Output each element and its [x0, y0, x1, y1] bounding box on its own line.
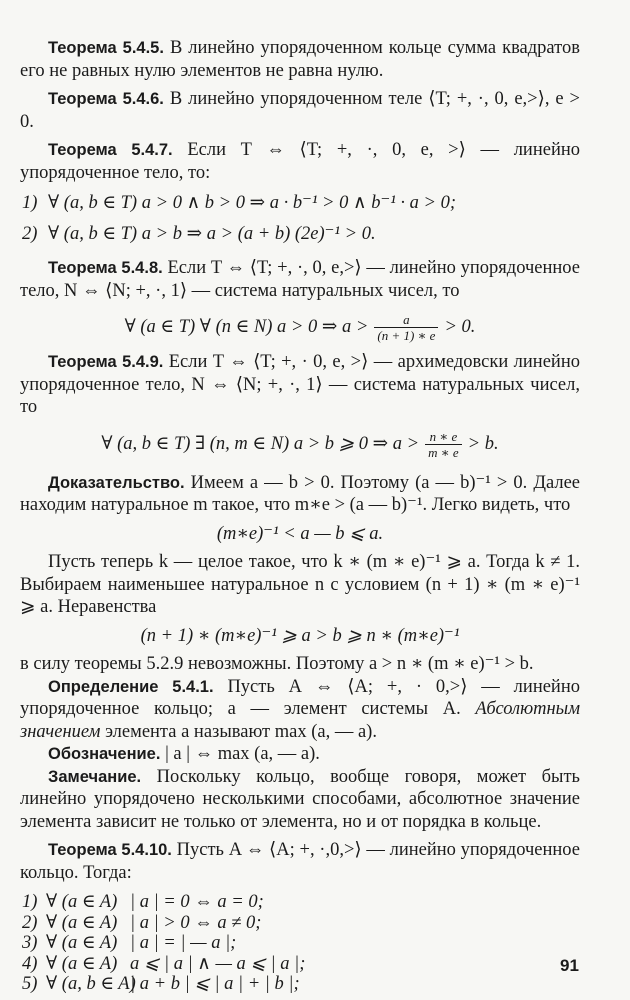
item-quantifier: ∀ (a, b ∈ A): [46, 974, 136, 994]
formula-right: > b.: [467, 433, 499, 454]
theorem-text: Если T ⇔ ⟨T; +, · 0, e, >⟩ — архимедовски линейно упорядоченное тело, N ⇔ ⟨N; +, ·, 1⟩ — система натуральных чисел, то: [20, 352, 580, 417]
theorem-5-4-5: [20, 37, 580, 82]
definition-text: элемента a называют max (a, — a).: [100, 721, 377, 742]
item-formula: ∀ (a, b ∈ T) a > 0 ∧ b > 0 ⇒ a · b⁻¹ > 0 ∧ b⁻¹ · a > 0;: [48, 193, 457, 213]
formula-right: > 0.: [444, 317, 476, 338]
fraction: [374, 312, 438, 343]
item-quantifier: ∀ (a ∈ A): [46, 912, 118, 933]
theorem-heading: Теорема 5.4.7.: [48, 141, 173, 159]
theorem-heading: Теорема 5.4.5.: [48, 39, 164, 57]
list-item: [22, 913, 580, 934]
display-formula: (m∗e)⁻¹ < a — b ⩽ a.: [216, 523, 384, 544]
formula-left: ∀ (a, b ∈ T) ∃ (n, m ∈ N) a > b ⩾ 0 ⇒ a >: [101, 433, 420, 454]
theorem-text: В линейно упорядоченном теле ⟨T; +, ·, 0, e,>⟩, e > 0.: [20, 89, 580, 132]
item-number: 5): [22, 974, 38, 994]
fraction-denominator: m ∗ e: [425, 444, 462, 460]
proof-heading: Доказательство.: [48, 473, 185, 492]
proof-paragraph: [20, 472, 580, 517]
remark-text: Поскольку кольцо, вообще говоря, может быть линейно упорядочено несколькими способами, абсолютное значение элемента зависит не только от элемента, но и от порядка в кольце.: [20, 766, 580, 832]
item-quantifier: ∀ (a ∈ A): [46, 892, 118, 912]
list-item: [22, 933, 580, 954]
item-formula: | a | = 0 ⇔ a = 0;: [130, 892, 264, 912]
definition-heading: Определение 5.4.1.: [48, 677, 214, 696]
theorem-5-4-6: [20, 88, 580, 133]
display-formula: [20, 312, 580, 343]
theorem-heading: Теорема 5.4.10.: [48, 841, 172, 859]
item-formula: | a | > 0 ⇔ a ≠ 0;: [130, 912, 262, 933]
item-formula: ∀ (a, b ∈ T) a > b ⇒ a > (a + b) (2e)⁻¹ > 0.: [48, 223, 376, 244]
theorem-text: Если T ⇔ ⟨T; +, ·, 0, e,>⟩ — линейно упорядоченное тело, N ⇔ ⟨N; +, ·, 1⟩ — система натуральных чисел, то: [20, 258, 580, 301]
item-quantifier: ∀ (a ∈ A): [46, 933, 118, 953]
definition-5-4-1: [20, 676, 580, 744]
theorem-heading: Теорема 5.4.9.: [48, 353, 164, 371]
formula-item: [20, 192, 580, 215]
fraction-numerator: n ∗ e: [429, 428, 458, 444]
notation: [20, 743, 580, 766]
list-item: [22, 892, 580, 913]
fraction: [425, 429, 462, 460]
notation-text: | a | ⇔ max (a, — a).: [160, 744, 320, 764]
proof-text: Имеем a — b > 0. Поэтому (a — b)⁻¹ > 0. Далее находим натуральное m такое, что m∗e > (a — b)⁻¹. Легко видеть, что: [20, 472, 580, 515]
formula-left: ∀ (a ∈ T) ∀ (n ∈ N) a > 0 ⇒ a >: [124, 317, 369, 338]
theorem-text: Пусть A ⇔ ⟨A; +, ·,0,>⟩ — линейно упорядоченное кольцо. Тогда:: [20, 840, 580, 883]
page-content: [20, 37, 580, 995]
theorem-heading: Теорема 5.4.6.: [48, 90, 164, 108]
fraction-denominator: (n + 1) ∗ e: [374, 327, 438, 343]
remark: [20, 766, 580, 834]
theorem-5-4-7: [20, 139, 580, 184]
theorem-heading: Теорема 5.4.8.: [48, 259, 163, 277]
item-number: 2): [22, 223, 38, 244]
fraction-numerator: a: [403, 312, 410, 327]
notation-heading: Обозначение.: [48, 745, 161, 763]
item-formula: | a + b | ⩽ | a | + | b |;: [130, 974, 300, 994]
item-number: 4): [22, 953, 38, 974]
item-formula: a ⩽ | a | ∧ — a ⩽ | a |;: [130, 953, 306, 974]
item-number: 2): [22, 912, 38, 933]
display-formula: [20, 429, 580, 460]
theorem-text: В линейно упорядоченном кольце сумма квадратов его не равных нулю элементов не равна нулю.: [20, 38, 580, 81]
theorem-text: Если T ⇔ ⟨T; +, ·, 0, e, >⟩ — линейно упорядоченное тело, то:: [20, 140, 580, 183]
page-number: 91: [560, 956, 579, 975]
item-number: 1): [22, 892, 38, 912]
item-formula: | a | = | — a |;: [130, 933, 237, 953]
definition-term: Абсолютным значением: [20, 699, 580, 742]
property-list: [20, 892, 580, 995]
theorem-5-4-9: [20, 351, 580, 419]
list-item: [22, 954, 580, 975]
proof-paragraph: Пусть теперь k — целое такое, что k ∗ (m ∗ e)⁻¹ ⩾ a. Тогда k ≠ 1. Выбираем наименьшее натуральное n с условием (n + 1) ∗ (m ∗ e)⁻¹ ⩾ a. Неравенства: [20, 552, 580, 617]
list-item: [22, 974, 580, 995]
theorem-5-4-10: [20, 839, 580, 884]
display-formula: (n + 1) ∗ (m∗e)⁻¹ ⩾ a > b ⩾ n ∗ (m∗e)⁻¹: [140, 625, 460, 646]
definition-text: Пусть A ⇔ ⟨A; +, · 0,>⟩ — линейно упорядоченное кольцо; a — элемент системы A.: [20, 676, 580, 719]
proof-paragraph: в силу теоремы 5.2.9 невозможны. Поэтому a > n ∗ (m ∗ e)⁻¹ > b.: [20, 654, 534, 674]
item-number: 1): [22, 193, 38, 213]
theorem-5-4-8: [20, 257, 580, 302]
item-number: 3): [22, 933, 38, 953]
remark-heading: Замечание.: [48, 767, 142, 786]
formula-item: [20, 223, 580, 246]
item-quantifier: ∀ (a ∈ A): [46, 953, 118, 974]
